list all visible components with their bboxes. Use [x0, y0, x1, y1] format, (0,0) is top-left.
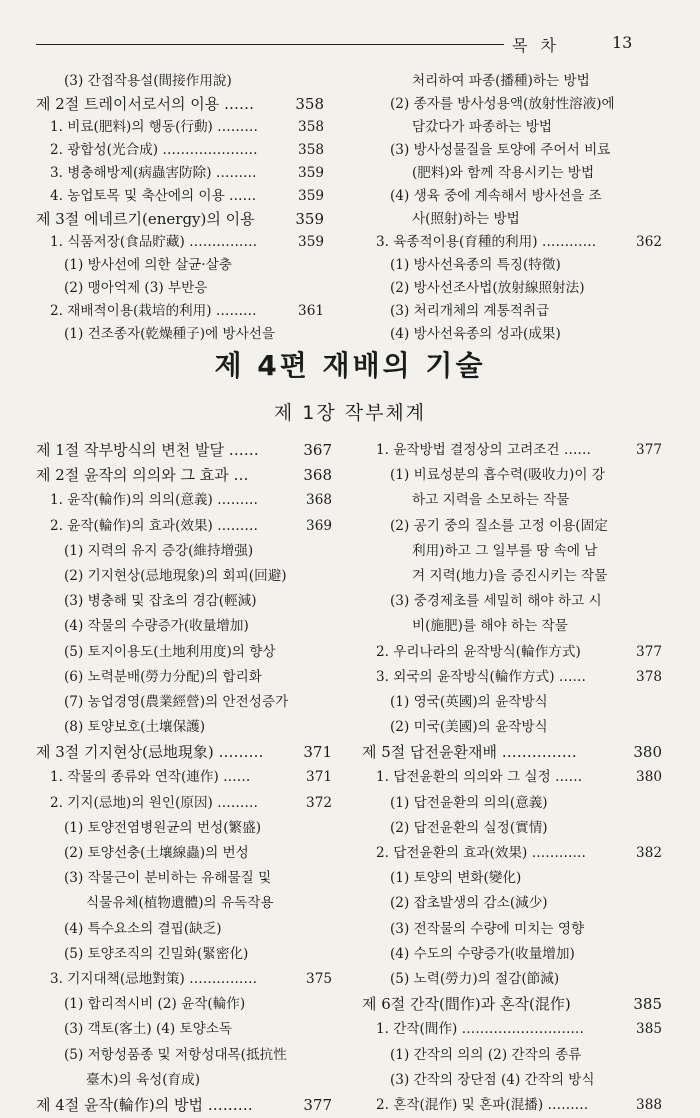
toc-section-entry: [362, 992, 662, 1017]
toc-entry-text: (2) 방사선조사법(放射線照射法): [390, 280, 585, 296]
toc-entry-page: 368: [303, 466, 332, 485]
toc-entry: [36, 139, 324, 162]
toc-entry-text: 2. 광합성(光合成) …………………: [50, 142, 258, 158]
toc-entry: [36, 277, 324, 300]
toc-entry: [362, 891, 662, 916]
toc-entry-text: 하고 지력을 소모하는 작물: [412, 492, 570, 509]
toc-column-bottom-right: [362, 438, 662, 1118]
page-number: 13: [612, 33, 633, 52]
toc-column-top-left: [36, 70, 324, 346]
toc-entry: [362, 488, 662, 513]
toc-entry: [36, 614, 332, 639]
toc-entry-text: 2. 우리나라의 윤작방식(輪作方式): [376, 643, 581, 660]
toc-entry-page: 388: [636, 1096, 662, 1113]
toc-entry-text: (4) 생육 중에 계속해서 방사선을 조: [390, 188, 602, 204]
header-title: 목 차: [512, 36, 560, 55]
toc-entry-text: (6) 노력분배(勞力分配)의 합리화: [64, 668, 262, 685]
toc-entry-text: (2) 종자를 방사성용액(放射性溶液)에: [390, 96, 615, 112]
toc-entry-text: 담갔다가 파종하는 방법: [412, 119, 552, 135]
toc-entry-page: 371: [303, 743, 332, 762]
toc-entry-page: 378: [636, 668, 662, 685]
toc-entry-text: 제 2절 윤작의 의의와 그 효과 …: [36, 466, 249, 485]
toc-entry-text: 3. 외국의 윤작방식(輪作方式) ……: [376, 668, 587, 685]
toc-entry: [362, 866, 662, 891]
toc-column-bottom-left: [36, 438, 332, 1118]
toc-entry: [362, 539, 662, 564]
toc-entry-page: 382: [636, 845, 662, 861]
toc-section-entry: [362, 740, 662, 765]
toc-entry-text: (4) 작물의 수량증가(收量增加): [64, 618, 249, 635]
toc-entry: [362, 185, 662, 208]
toc-entry-text: 1. 답전윤환의 의의와 그 실정 ……: [376, 769, 583, 786]
toc-entry-text: 1. 비료(肥料)의 행동(行動) ………: [50, 119, 258, 135]
toc-entry: [36, 640, 332, 665]
toc-entry: [36, 992, 332, 1017]
toc-entry: [36, 816, 332, 841]
toc-entry: [36, 942, 332, 967]
toc-entry-text: 2. 기지(忌地)의 원인(原因) ………: [50, 794, 258, 811]
toc-entry: [36, 665, 332, 690]
toc-entry-page: 359: [298, 165, 324, 181]
toc-entry-text: (3) 전작물의 수량에 미치는 영향: [390, 920, 585, 937]
toc-entry: [362, 514, 662, 539]
toc-entry: [362, 70, 662, 93]
toc-entry-text: 제 3절 기지현상(忌地現象) ………: [36, 743, 264, 762]
toc-entry: [36, 967, 332, 992]
toc-entry: [36, 514, 332, 539]
toc-entry-page: 358: [295, 95, 324, 113]
toc-entry: [362, 589, 662, 614]
toc-entry-page: 369: [306, 517, 332, 534]
toc-entry-text: (1) 간작의 의의 (2) 간작의 종류: [390, 1046, 582, 1063]
toc-entry-page: 368: [306, 492, 332, 509]
toc-entry-text: 제 1절 작부방식의 변천 발달 ……: [36, 441, 259, 459]
toc-entry: [362, 116, 662, 139]
toc-entry-text: 제 3절 에네르기(energy)의 이용: [36, 210, 255, 228]
toc-entry: [362, 1068, 662, 1093]
toc-entry-page: 358: [298, 142, 324, 158]
toc-entry: [36, 323, 324, 346]
toc-entry-page: 385: [636, 1021, 662, 1038]
toc-entry: [36, 254, 324, 277]
toc-entry-page: 377: [636, 643, 662, 660]
toc-entry-text: (4) 방사선육종의 성과(成果): [390, 326, 561, 342]
toc-entry: [36, 841, 332, 866]
header-rule: [36, 44, 504, 45]
toc-entry-text: (2) 잡초발생의 감소(減少): [390, 895, 548, 912]
toc-entry-text: (1) 방사선육종의 특징(特徵): [390, 257, 561, 273]
toc-entry-text: (3) 간작의 장단점 (4) 간작의 방식: [390, 1071, 595, 1088]
toc-entry-page: 361: [298, 303, 324, 319]
toc-entry: [36, 917, 332, 942]
toc-entry-text: (3) 객토(客土) (4) 토양소독: [64, 1021, 233, 1038]
toc-section-entry: [36, 438, 332, 463]
toc-entry: [36, 162, 324, 185]
toc-entry: [362, 917, 662, 942]
toc-entry-text: (5) 토지이용도(土地利用度)의 향상: [64, 643, 276, 660]
toc-entry-text: 겨 지력(地力)을 증진시키는 작물: [412, 567, 608, 584]
toc-entry: [362, 162, 662, 185]
toc-entry-page: 367: [303, 441, 332, 459]
toc-entry: [362, 665, 662, 690]
toc-entry: [36, 791, 332, 816]
toc-entry-text: (1) 토양전염병원균의 번성(繁盛): [64, 819, 262, 836]
toc-entry-text: (5) 저항성품종 및 저항성대목(抵抗性: [64, 1046, 287, 1063]
toc-entry: [362, 1093, 662, 1118]
toc-entry: [36, 231, 324, 254]
toc-entry: [362, 640, 662, 665]
toc-entry-text: (5) 노력(勞力)의 절감(節減): [390, 970, 560, 987]
toc-entry-text: (5) 토양조직의 긴밀화(緊密化): [64, 945, 249, 962]
toc-entry-text: (3) 병충해 및 잡초의 경감(輕減): [64, 593, 257, 610]
toc-entry-text: 1. 간작(間作) ………………………: [376, 1021, 585, 1038]
toc-entry: [362, 816, 662, 841]
toc-entry-text: 利用)하고 그 일부를 땅 속에 남: [412, 542, 598, 559]
chapter-title: 제 1장 작부체계: [273, 402, 427, 424]
toc-entry-text: (肥料)와 함께 작용시키는 방법: [412, 165, 595, 181]
toc-entry-text: 제 2절 트레이서로서의 이용 ……: [36, 95, 255, 113]
toc-entry: [362, 564, 662, 589]
toc-column-top-right: [362, 70, 662, 346]
toc-entry-text: 사(照射)하는 방법: [412, 211, 520, 227]
toc-entry: [362, 841, 662, 866]
toc-entry: [36, 589, 332, 614]
toc-entry-text: 3. 병충해방제(病蟲害防除) ………: [50, 165, 257, 181]
toc-entry-text: (8) 토양보호(土壤保護): [64, 719, 206, 736]
toc-entry: [362, 967, 662, 992]
toc-entry-text: (1) 지력의 유지 증강(維持增强): [64, 542, 254, 559]
toc-entry-text: 1. 식품저장(食品貯藏) ……………: [50, 234, 258, 250]
toc-entry: [36, 1017, 332, 1042]
toc-entry-page: 380: [636, 769, 662, 786]
toc-entry: [362, 1043, 662, 1068]
toc-section-entry: [36, 1093, 332, 1118]
toc-entry-text: (1) 건조종자(乾燥種子)에 방사선을: [64, 326, 276, 342]
toc-entry-text: 2. 혼작(混作) 및 혼파(混播) ………: [376, 1096, 589, 1113]
toc-entry-page: 375: [306, 970, 332, 987]
toc-entry: [36, 1043, 332, 1068]
toc-entry: [362, 463, 662, 488]
toc-entry-text: (4) 수도의 수량증가(收量增加): [390, 945, 575, 962]
toc-entry-text: (4) 특수요소의 결핍(缺乏): [64, 920, 222, 937]
toc-entry-text: (2) 기지현상(忌地現象)의 회피(回避): [64, 567, 287, 584]
toc-entry: [36, 116, 324, 139]
toc-entry-page: 385: [633, 995, 662, 1014]
toc-entry-text: (1) 방사선에 의한 살균·살충: [64, 257, 232, 273]
toc-entry-text: 2. 답전윤환의 효과(效果) …………: [376, 845, 587, 861]
toc-entry-page: 359: [298, 234, 324, 250]
toc-entry-text: 3. 육종적이용(育種的利用) …………: [376, 234, 597, 250]
toc-entry: [362, 231, 662, 254]
toc-entry: [36, 488, 332, 513]
toc-entry: [362, 254, 662, 277]
toc-section-entry: [36, 208, 324, 231]
toc-entry: [36, 690, 332, 715]
toc-entry-text: 2. 윤작(輪作)의 효과(效果) ………: [50, 517, 258, 534]
toc-entry-page: 372: [306, 794, 332, 811]
toc-entry-text: (2) 맹아억제 (3) 부반응: [64, 280, 208, 296]
toc-entry: [362, 942, 662, 967]
toc-entry-text: (1) 비료성분의 흡수력(吸收力)이 강: [390, 467, 605, 484]
toc-entry-text: (1) 토양의 변화(變化): [390, 870, 522, 887]
toc-entry: [362, 1017, 662, 1042]
toc-entry-text: (1) 답전윤환의 의의(意義): [390, 794, 548, 811]
toc-entry-text: 1. 윤작(輪作)의 의의(意義) ………: [50, 492, 258, 509]
toc-entry: [36, 564, 332, 589]
toc-entry: [36, 891, 332, 916]
toc-entry: [36, 300, 324, 323]
toc-entry-page: 362: [636, 234, 662, 250]
toc-entry: [36, 866, 332, 891]
toc-entry: [362, 323, 662, 346]
toc-entry: [362, 208, 662, 231]
toc-entry-text: (2) 미국(美國)의 윤작방식: [390, 719, 548, 736]
part-title: 제 4편 재배의 기술: [214, 349, 486, 382]
toc-entry-text: (1) 영국(英國)의 윤작방식: [390, 693, 548, 710]
toc-entry-text: (3) 간접작용설(間接作用說): [64, 73, 232, 89]
toc-entry: [362, 300, 662, 323]
toc-entry-text: (2) 토양선충(土壤線蟲)의 번성: [64, 845, 249, 861]
toc-entry-text: 제 4절 윤작(輪作)의 방법 ………: [36, 1095, 253, 1114]
toc-entry-text: 臺木)의 육성(育成): [86, 1071, 201, 1088]
toc-entry: [362, 690, 662, 715]
toc-entry-text: (3) 처리개체의 계통적취급: [390, 303, 550, 319]
toc-entry-text: 4. 농업토목 및 축산에의 이용 ……: [50, 188, 257, 204]
toc-entry-text: 처리하여 파종(播種)하는 방법: [412, 73, 590, 89]
toc-entry: [36, 765, 332, 790]
toc-entry-text: 제 6절 간작(間作)과 혼작(混作): [362, 995, 571, 1014]
toc-entry-text: (3) 작물근이 분비하는 유해물질 및: [64, 870, 272, 887]
toc-entry-text: (2) 공기 중의 질소를 고정 이용(固定: [390, 517, 608, 534]
toc-entry-page: 377: [303, 1095, 332, 1114]
toc-entry: [362, 93, 662, 116]
toc-entry-page: 359: [298, 188, 324, 204]
toc-entry: [36, 1068, 332, 1093]
toc-entry: [362, 791, 662, 816]
toc-entry-page: 359: [295, 210, 324, 228]
toc-entry-text: 제 5절 답전윤환재배 ……………: [362, 743, 577, 762]
toc-entry: [362, 438, 662, 463]
toc-entry-page: 380: [633, 743, 662, 762]
toc-entry: [362, 277, 662, 300]
toc-entry-text: 3. 기지대책(忌地對策) ……………: [50, 970, 258, 987]
toc-entry: [36, 185, 324, 208]
toc-entry: [36, 715, 332, 740]
toc-entry-text: (1) 합리적시비 (2) 윤작(輪作): [64, 996, 246, 1013]
toc-entry-text: 2. 재배적이용(栽培的利用) ………: [50, 303, 257, 319]
toc-entry: [362, 715, 662, 740]
toc-entry-text: (3) 중경제초를 세밀히 해야 하고 시: [390, 593, 602, 610]
toc-section-entry: [36, 740, 332, 765]
toc-entry-page: 358: [298, 119, 324, 135]
toc-entry-text: 1. 윤작방법 결정상의 고려조건 ……: [376, 442, 592, 458]
toc-entry-text: 비(施肥)를 해야 하는 작물: [412, 618, 568, 635]
toc-entry-text: 식물유체(植物遺體)의 유독작용: [86, 895, 274, 912]
toc-entry-text: 1. 작물의 종류와 연작(連作) ……: [50, 769, 251, 786]
toc-entry: [362, 765, 662, 790]
toc-entry-text: (3) 방사성물질을 토양에 주어서 비료: [390, 142, 611, 158]
toc-entry: [362, 614, 662, 639]
toc-section-entry: [36, 93, 324, 116]
toc-entry-text: (7) 농업경영(農業經營)의 안전성증가: [64, 693, 289, 710]
toc-section-entry: [36, 463, 332, 488]
toc-entry-page: 371: [306, 769, 332, 786]
toc-entry: [362, 139, 662, 162]
toc-entry: [36, 539, 332, 564]
toc-entry-text: (2) 답전윤환의 실정(實情): [390, 819, 548, 836]
toc-entry: [36, 70, 324, 93]
toc-entry-page: 377: [636, 442, 662, 458]
